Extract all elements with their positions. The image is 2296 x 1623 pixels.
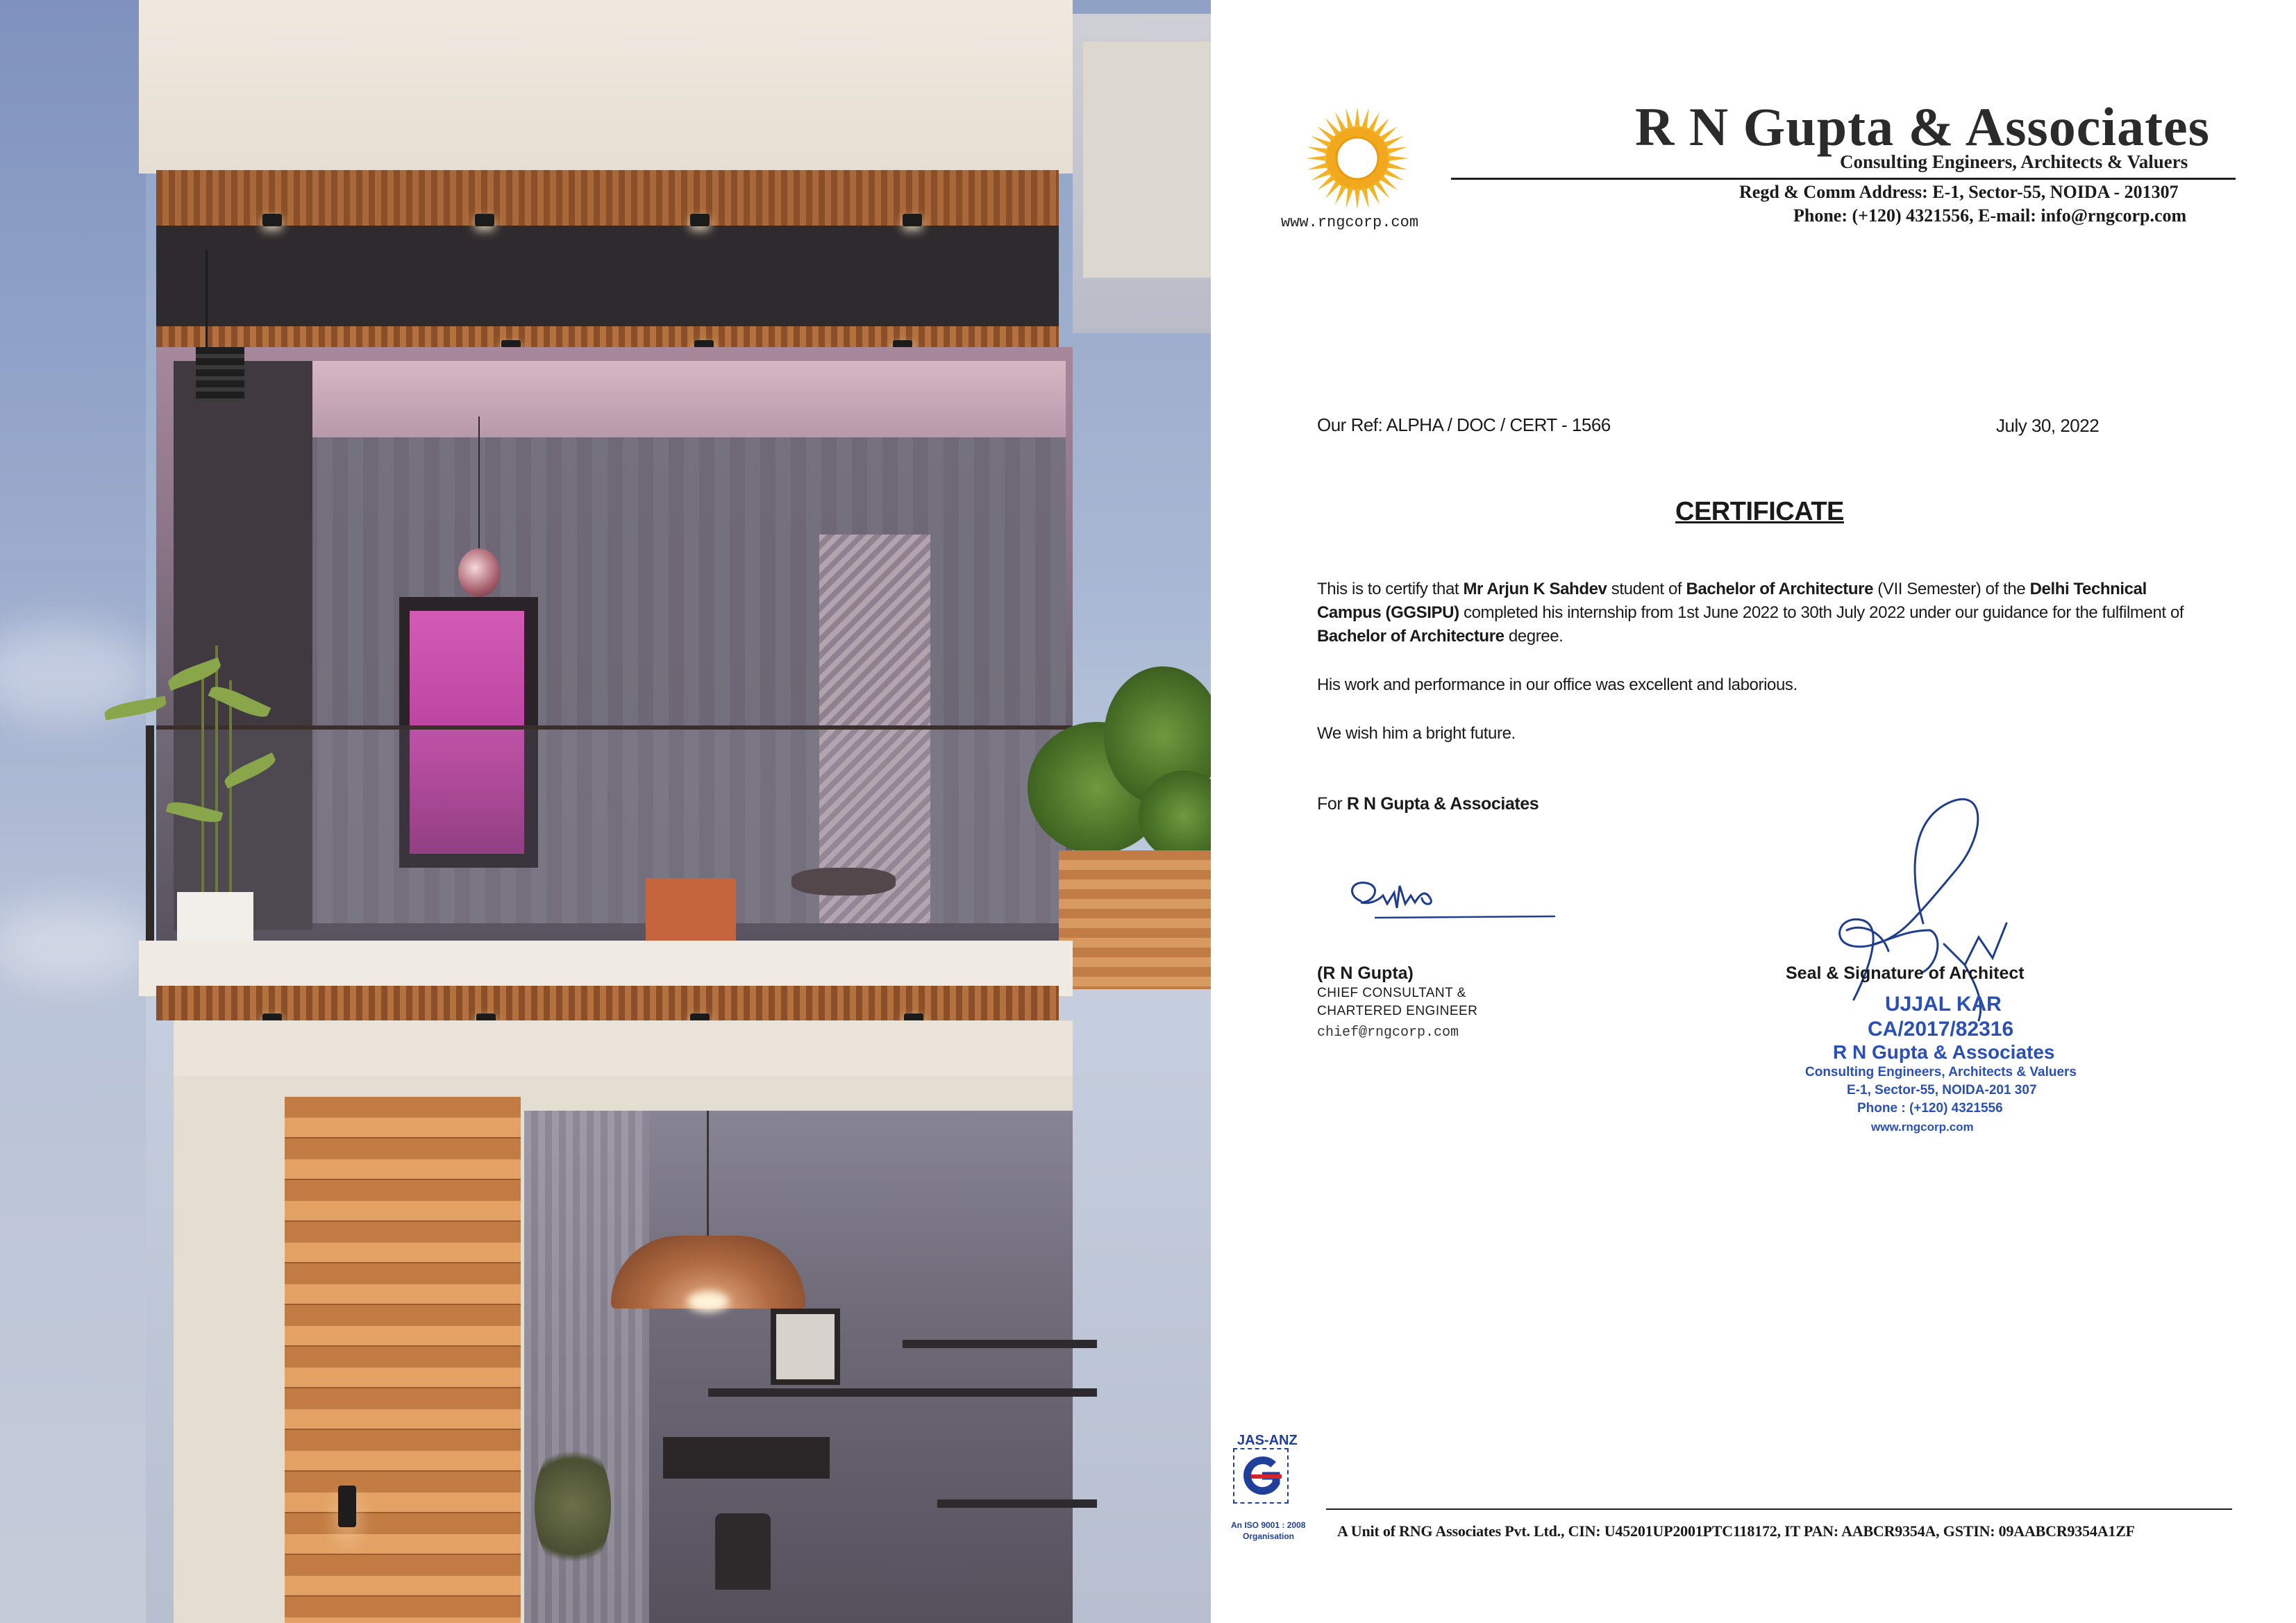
hanging-lantern bbox=[196, 347, 244, 403]
pendant-cord bbox=[478, 417, 480, 548]
lamp-glow bbox=[687, 1291, 729, 1312]
company-address: Regd & Comm Address: E-1, Sector-55, NOIDA - 201307 bbox=[1739, 182, 2179, 202]
iso-caption: Organisation bbox=[1243, 1531, 1295, 1541]
seal-address: E-1, Sector-55, NOIDA-201 307 bbox=[1847, 1083, 2037, 1098]
wall-shelf bbox=[903, 1340, 1097, 1348]
sun-ray bbox=[1355, 107, 1360, 128]
side-wall-light bbox=[1083, 42, 1211, 278]
glass-balustrade bbox=[156, 725, 1073, 941]
wood-soffit-upper bbox=[156, 170, 1059, 226]
chair bbox=[715, 1513, 771, 1590]
company-contact: Phone: (+120) 4321556, E-mail: info@rngcorp.com bbox=[1793, 205, 2187, 226]
sun-ray bbox=[1307, 147, 1328, 155]
sun-ray bbox=[1307, 162, 1328, 170]
ceiling-light bbox=[903, 214, 922, 226]
sun-ray bbox=[1355, 189, 1360, 210]
wood-soffit-lower bbox=[156, 986, 1059, 1020]
roof-slab bbox=[139, 0, 1073, 174]
iso-caption: An ISO 9001 : 2008 bbox=[1231, 1520, 1306, 1530]
gupta-signature bbox=[1333, 868, 1562, 930]
body-text: degree. bbox=[1504, 627, 1564, 646]
sun-ray bbox=[1388, 155, 1409, 161]
seal-firm-tagline: Consulting Engineers, Architects & Valuers bbox=[1805, 1065, 2077, 1079]
seal-phone: Phone : (+120) 4321556 bbox=[1857, 1101, 2003, 1116]
signatory-title: CHIEF CONSULTANT & bbox=[1317, 986, 1466, 1000]
wooden-planter bbox=[1059, 850, 1211, 989]
letter-date: July 30, 2022 bbox=[1996, 415, 2100, 436]
company-website: www.rngcorp.com bbox=[1281, 214, 1419, 231]
company-name: R N Gupta & Associates bbox=[1635, 96, 2211, 157]
ceiling-light bbox=[690, 214, 710, 226]
footer-company-details: A Unit of RNG Associates Pvt. Ltd., CIN: U45201UP2001PTC118172, IT PAN: AABCR9354A, GSTIN: 09AABCR9354A1ZF bbox=[1337, 1522, 2135, 1540]
ceiling-light bbox=[475, 214, 494, 226]
degree-name: Bachelor of Architecture bbox=[1317, 627, 1505, 646]
reference-number: Our Ref: ALPHA / DOC / CERT - 1566 bbox=[1317, 414, 1611, 435]
lower-soffit bbox=[174, 1020, 1073, 1076]
sun-ray bbox=[1368, 112, 1380, 132]
seal-signature-label: Seal & Signature of Architect bbox=[1786, 964, 2025, 983]
sun-ray bbox=[1384, 169, 1404, 181]
indoor-plant bbox=[535, 1437, 611, 1576]
lantern-cord bbox=[206, 250, 208, 347]
lamp-cord bbox=[707, 1111, 709, 1236]
body-text: student of bbox=[1607, 580, 1686, 598]
body-text: completed his internship from 1st June 2022 to 30th July 2022 under our guidance for the fulfilment of bbox=[1459, 603, 2184, 622]
sun-ray bbox=[1386, 147, 1407, 155]
sun-logo-icon bbox=[1302, 103, 1413, 214]
sun-ray bbox=[1384, 136, 1404, 148]
seal-architect-name: UJJAL KAR bbox=[1885, 993, 2002, 1016]
white-planter bbox=[177, 892, 253, 948]
seal-registration-number: CA/2017/82316 bbox=[1868, 1018, 2014, 1041]
bamboo-stem bbox=[201, 666, 204, 895]
student-name: Mr Arjun K Sahdev bbox=[1463, 580, 1607, 598]
wishes-statement: We wish him a bright future. bbox=[1317, 724, 1516, 743]
body-text: This is to certify that bbox=[1317, 580, 1464, 598]
college-name: Delhi Technical Campus (GGSIPU) bbox=[1317, 580, 2147, 622]
wood-cladding-wall bbox=[285, 1097, 521, 1623]
wall-shelf bbox=[937, 1499, 1097, 1508]
wall-cabinet bbox=[663, 1437, 830, 1479]
sun-ray bbox=[1311, 136, 1331, 148]
signatory-title: CHARTERED ENGINEER bbox=[1317, 1004, 1478, 1018]
wood-soffit-inner bbox=[156, 326, 1059, 347]
ceiling-light bbox=[262, 214, 282, 226]
header-rule bbox=[1451, 178, 2236, 180]
for-prefix: For bbox=[1317, 794, 1347, 814]
sun-ray bbox=[1306, 155, 1327, 161]
balcony-ceiling bbox=[156, 226, 1059, 326]
degree-name: Bachelor of Architecture bbox=[1686, 580, 1874, 598]
sun-ray bbox=[1311, 169, 1331, 181]
sun-ray bbox=[1386, 162, 1407, 170]
certificate-body bbox=[1317, 578, 2199, 648]
for-company-line bbox=[1317, 794, 1539, 814]
body-text: (VII Semester) of the bbox=[1873, 580, 2030, 598]
sky bbox=[0, 0, 146, 1623]
sun-ray bbox=[1335, 185, 1347, 205]
seal-firm-name: R N Gupta & Associates bbox=[1833, 1041, 2055, 1063]
wall-shelf bbox=[708, 1388, 1097, 1397]
framed-picture bbox=[771, 1309, 840, 1385]
sun-ray bbox=[1361, 187, 1369, 208]
certificate-title: CERTIFICATE bbox=[1675, 497, 1844, 526]
sun-ray bbox=[1335, 112, 1347, 132]
sun-ray bbox=[1346, 187, 1354, 208]
company-tagline: Consulting Engineers, Architects & Valuers bbox=[1840, 151, 2188, 172]
railing-post bbox=[146, 725, 154, 941]
signatory-email: chief@rngcorp.com bbox=[1317, 1025, 1459, 1041]
wall-sconce bbox=[338, 1486, 356, 1527]
signatory-name: (R N Gupta) bbox=[1317, 964, 1414, 983]
performance-statement: His work and performance in our office was excellent and laborious. bbox=[1317, 675, 1798, 694]
sun-ray bbox=[1361, 108, 1369, 129]
bamboo-stem bbox=[215, 646, 218, 895]
bamboo-stem bbox=[229, 680, 232, 895]
sun-ray bbox=[1368, 185, 1380, 205]
footer-rule bbox=[1326, 1508, 2232, 1510]
iso-badge-icon bbox=[1239, 1454, 1284, 1499]
jas-anz-label: JAS-ANZ bbox=[1237, 1433, 1298, 1448]
for-company-name: R N Gupta & Associates bbox=[1346, 794, 1539, 814]
interior-ceiling bbox=[302, 361, 1066, 437]
sun-ray bbox=[1346, 108, 1354, 129]
seal-website: www.rngcorp.com bbox=[1871, 1120, 1974, 1134]
pendant-lamp bbox=[458, 548, 500, 597]
